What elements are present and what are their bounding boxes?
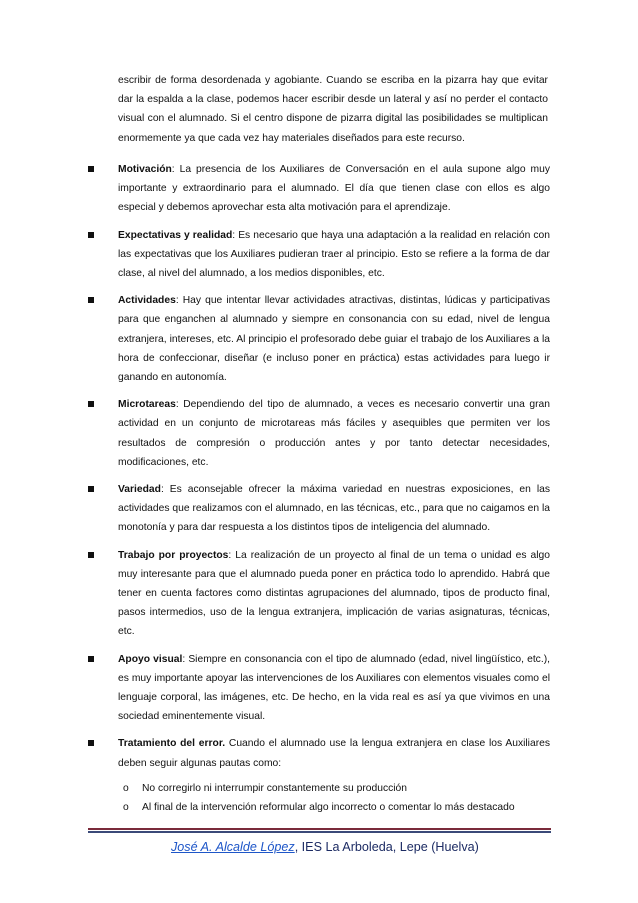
bullet-text: : Dependiendo del tipo de alumnado, a veces es necesario convertir una gran actividad en un conjunto de microtareas más fáciles y asequibles que permiten ver los resultados de compresión o producción antes y por tanto detectar necesidades, modificaciones, etc. (118, 399, 550, 468)
sub-item-text: Al final de la intervención reformular algo incorrecto o comentar lo más destacado (142, 802, 515, 814)
sub-list (118, 779, 550, 817)
square-bullet-icon (88, 166, 94, 172)
bullet-text: : La realización de un proyecto al final de un tema o unidad es algo muy interesante para que el alumnado pueda poner en práctica todo lo aprendido. Habrá que tener en cuenta factores como distintas agrupaciones del alumnado, tipos de producto final, pasos intermedios, uso de la lengua extranjera, implicación de varias asignaturas, técnicas, etc. (118, 549, 550, 638)
bullet-term: Motivación (118, 164, 172, 175)
square-bullet-icon (88, 297, 94, 303)
list-item (88, 734, 550, 817)
list-item (88, 650, 550, 727)
bullet-list (88, 160, 550, 825)
bullet-term: Tratamiento del error. (118, 738, 226, 750)
square-bullet-icon (88, 401, 94, 407)
bullet-term: Apoyo visual (118, 653, 183, 665)
square-bullet-icon (88, 232, 94, 238)
list-item (88, 291, 550, 387)
bullet-term: Trabajo por proyectos (118, 549, 229, 561)
footer-divider (88, 828, 551, 833)
bullet-term: Microtareas (118, 399, 176, 411)
list-item (88, 546, 550, 642)
page-footer (171, 838, 479, 857)
author-link[interactable]: José A. Alcalde López (171, 840, 295, 854)
square-bullet-icon (88, 552, 94, 558)
bullet-text: Cuando el alumnado use la lengua extranjera en clase los Auxiliares deben seguir algunas pautas como: (118, 738, 550, 769)
list-item (88, 160, 550, 218)
bullet-term: Variedad (118, 484, 161, 496)
list-item (88, 480, 550, 538)
bullet-text: : Hay que intentar llevar actividades atractivas, distintas, lúdicas y participativas para que enganchen al alumnado y siempre en consonancia con su edad, nivel de lengua extranjera, intereses, etc. Al principio el profesorado debe guiar el trabajo de los Auxiliares a la hora de confeccionar, diseñar (e incluso poner en práctica) estas actividades para luego ir ganando en autonomía. (118, 295, 550, 384)
sub-list-item (118, 779, 550, 798)
square-bullet-icon (88, 486, 94, 492)
circle-bullet-icon: o (123, 782, 129, 794)
footer-affiliation: , IES La Arboleda, Lepe (Huelva) (294, 840, 479, 854)
list-item (88, 226, 550, 284)
bullet-term: Expectativas y realidad (118, 229, 233, 241)
sub-item-text: No corregirlo ni interrumpir constantemente su producción (142, 782, 407, 794)
intro-paragraph: escribir de forma desordenada y agobiante. Cuando se escriba en la pizarra hay que evitar dar la espalda a la clase, podemos hacer escribir desde un lateral y así no perder el contacto visual con el alumnado. Si el centro dispone de pizarra digital las posibilidades se multiplican enormemente ya que cada vez hay materiales diseñados para este recurso. (118, 75, 548, 144)
bullet-text: : Siempre en consonancia con el tipo de alumnado (edad, nivel lingüístico, etc.), es muy importante apoyar las intervenciones de los Auxiliares con elementos visuales como el lenguaje corporal, las imágenes, etc. De hecho, en la vida real es así ya que vivimos en una sociedad eminentemente visual. (118, 653, 550, 723)
bullet-text: : Es aconsejable ofrecer la máxima variedad en nuestras exposiciones, en las actividades que realizamos con el alumnado, en las técnicas, etc., para que no caigamos en la monotonía y para dar respuesta a los distintos tipos de inteligencia del alumnado. (118, 484, 550, 534)
bullet-term: Actividades (118, 295, 176, 307)
circle-bullet-icon: o (123, 802, 129, 814)
list-item (88, 395, 550, 472)
bullet-text: : Es necesario que haya una adaptación a la realidad en relación con las expectativas que los Auxiliares pudieran traer al principio. Esto se refiere a la forma de dar clase, al nivel del alumnado, a los medios disponibles, etc. (118, 229, 550, 280)
bullet-text: : La presencia de los Auxiliares de Conversación en el aula supone algo muy importante y extraordinario para el alumnado. El día que tienen clase con ellos es algo especial y debemos aprovechar esta alta motivación para el aprendizaje. (118, 164, 550, 214)
square-bullet-icon (88, 656, 94, 662)
square-bullet-icon (88, 740, 94, 746)
sub-list-item (118, 798, 550, 817)
